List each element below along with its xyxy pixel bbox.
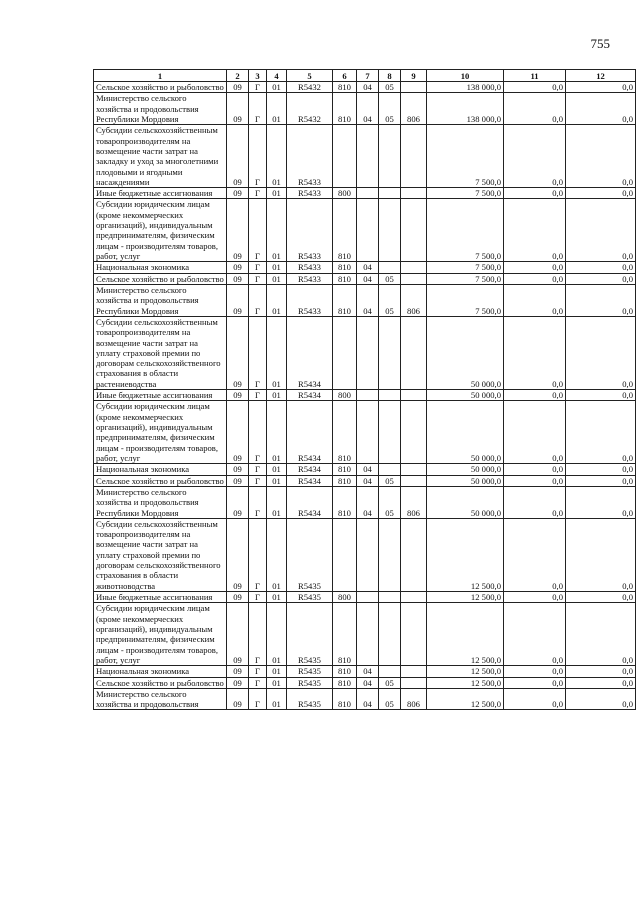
cell-description: Министерство сельского хозяйства и продовольствия	[94, 688, 227, 710]
cell-amount-12: 0,0	[566, 316, 636, 389]
cell-amount-11: 0,0	[504, 677, 566, 688]
cell-col-7	[357, 316, 379, 389]
cell-col-8	[379, 262, 401, 273]
cell-col-4: 01	[267, 401, 287, 464]
cell-amount-12: 0,0	[566, 284, 636, 316]
cell-amount-10: 7 500,0	[427, 199, 504, 262]
cell-col-7	[357, 401, 379, 464]
cell-col-2: 09	[227, 82, 249, 93]
cell-col-5: R5434	[287, 475, 333, 486]
cell-col-9	[401, 188, 427, 199]
cell-col-9	[401, 273, 427, 284]
cell-col-3: Г	[249, 284, 267, 316]
cell-col-6: 810	[333, 603, 357, 666]
cell-col-2: 09	[227, 464, 249, 475]
cell-col-8: 05	[379, 273, 401, 284]
column-number-row	[94, 70, 636, 82]
cell-col-4: 01	[267, 592, 287, 603]
cell-amount-11: 0,0	[504, 93, 566, 125]
cell-amount-11: 0,0	[504, 688, 566, 710]
cell-col-4: 01	[267, 262, 287, 273]
cell-col-3: Г	[249, 464, 267, 475]
cell-amount-10: 50 000,0	[427, 316, 504, 389]
cell-col-3: Г	[249, 188, 267, 199]
col-header-4: 4	[267, 70, 287, 82]
cell-col-6: 810	[333, 464, 357, 475]
table-row	[94, 592, 636, 603]
cell-col-3: Г	[249, 518, 267, 591]
col-header-5: 5	[287, 70, 333, 82]
table-row	[94, 688, 636, 710]
cell-col-7: 04	[357, 464, 379, 475]
cell-col-7: 04	[357, 486, 379, 518]
cell-col-8: 05	[379, 284, 401, 316]
cell-col-4: 01	[267, 284, 287, 316]
cell-col-9	[401, 199, 427, 262]
cell-description: Субсидии сельскохозяйственным товаропроизводителям на возмещение части затрат на уплату страховой премии по договорам сельскохозяйственного страхования в области растениеводства	[94, 316, 227, 389]
cell-col-9	[401, 603, 427, 666]
cell-col-9: 806	[401, 284, 427, 316]
cell-col-9	[401, 677, 427, 688]
cell-description: Субсидии сельскохозяйственным товаропроизводителям на возмещение части затрат на закладку и уход за многолетними плодовыми и ягодными насаждениями	[94, 125, 227, 188]
cell-description: Иные бюджетные ассигнования	[94, 390, 227, 401]
cell-col-5: R5435	[287, 677, 333, 688]
cell-col-8	[379, 464, 401, 475]
cell-amount-11: 0,0	[504, 262, 566, 273]
cell-amount-11: 0,0	[504, 401, 566, 464]
cell-col-9	[401, 401, 427, 464]
cell-description: Министерство сельского хозяйства и продовольствия Республики Мордовия	[94, 486, 227, 518]
col-header-8: 8	[379, 70, 401, 82]
cell-col-3: Г	[249, 688, 267, 710]
cell-col-9	[401, 316, 427, 389]
cell-amount-11: 0,0	[504, 284, 566, 316]
cell-col-7	[357, 390, 379, 401]
cell-amount-12: 0,0	[566, 518, 636, 591]
cell-col-7: 04	[357, 666, 379, 677]
cell-amount-10: 50 000,0	[427, 486, 504, 518]
cell-col-8: 05	[379, 93, 401, 125]
cell-col-6: 810	[333, 666, 357, 677]
cell-col-9	[401, 390, 427, 401]
table-row	[94, 273, 636, 284]
cell-description: Субсидии юридическим лицам (кроме некоммерческих организаций), индивидуальным предпринимателям, физическим лицам - производителям товаров, работ, услуг	[94, 401, 227, 464]
cell-col-2: 09	[227, 603, 249, 666]
cell-col-6: 810	[333, 284, 357, 316]
table-row	[94, 464, 636, 475]
cell-col-7	[357, 603, 379, 666]
cell-col-9	[401, 464, 427, 475]
cell-col-3: Г	[249, 390, 267, 401]
cell-col-2: 09	[227, 518, 249, 591]
table-row	[94, 284, 636, 316]
page-number: 755	[590, 36, 610, 51]
cell-col-4: 01	[267, 464, 287, 475]
table-row	[94, 486, 636, 518]
cell-amount-10: 7 500,0	[427, 284, 504, 316]
cell-amount-10: 12 500,0	[427, 603, 504, 666]
cell-col-8: 05	[379, 475, 401, 486]
cell-col-9	[401, 666, 427, 677]
cell-col-6	[333, 518, 357, 591]
cell-amount-10: 50 000,0	[427, 390, 504, 401]
cell-col-7: 04	[357, 273, 379, 284]
cell-amount-12: 0,0	[566, 677, 636, 688]
cell-col-7: 04	[357, 677, 379, 688]
cell-col-8	[379, 316, 401, 389]
cell-col-8	[379, 518, 401, 591]
cell-amount-12: 0,0	[566, 603, 636, 666]
cell-col-6: 810	[333, 262, 357, 273]
cell-amount-11: 0,0	[504, 82, 566, 93]
cell-col-4: 01	[267, 199, 287, 262]
cell-col-3: Г	[249, 125, 267, 188]
table-header	[94, 70, 636, 82]
cell-description: Сельское хозяйство и рыболовство	[94, 475, 227, 486]
cell-amount-11: 0,0	[504, 390, 566, 401]
cell-col-2: 09	[227, 401, 249, 464]
cell-col-8: 05	[379, 486, 401, 518]
cell-col-6: 810	[333, 475, 357, 486]
cell-col-5: R5432	[287, 93, 333, 125]
cell-col-3: Г	[249, 475, 267, 486]
cell-col-7: 04	[357, 93, 379, 125]
cell-amount-12: 0,0	[566, 688, 636, 710]
cell-amount-10: 12 500,0	[427, 688, 504, 710]
cell-col-5: R5434	[287, 486, 333, 518]
cell-amount-11: 0,0	[504, 592, 566, 603]
cell-col-3: Г	[249, 273, 267, 284]
cell-amount-11: 0,0	[504, 316, 566, 389]
cell-amount-12: 0,0	[566, 401, 636, 464]
cell-col-5: R5433	[287, 199, 333, 262]
cell-col-8: 05	[379, 82, 401, 93]
cell-col-6: 800	[333, 592, 357, 603]
cell-col-5: R5435	[287, 592, 333, 603]
cell-col-4: 01	[267, 125, 287, 188]
cell-amount-11: 0,0	[504, 666, 566, 677]
cell-amount-12: 0,0	[566, 464, 636, 475]
cell-col-6: 810	[333, 677, 357, 688]
cell-col-7: 04	[357, 475, 379, 486]
cell-amount-12: 0,0	[566, 666, 636, 677]
cell-col-2: 09	[227, 592, 249, 603]
cell-col-5: R5435	[287, 688, 333, 710]
cell-col-2: 09	[227, 486, 249, 518]
cell-col-3: Г	[249, 677, 267, 688]
cell-amount-10: 7 500,0	[427, 188, 504, 199]
table-row	[94, 199, 636, 262]
cell-col-4: 01	[267, 486, 287, 518]
cell-col-7	[357, 518, 379, 591]
cell-description: Национальная экономика	[94, 666, 227, 677]
table-row	[94, 603, 636, 666]
cell-col-5: R5433	[287, 273, 333, 284]
cell-col-5: R5435	[287, 518, 333, 591]
cell-col-8	[379, 603, 401, 666]
table-row	[94, 401, 636, 464]
table-row	[94, 677, 636, 688]
cell-amount-12: 0,0	[566, 93, 636, 125]
cell-col-4: 01	[267, 390, 287, 401]
cell-col-8: 05	[379, 688, 401, 710]
cell-col-6: 810	[333, 401, 357, 464]
cell-col-5: R5433	[287, 125, 333, 188]
cell-amount-12: 0,0	[566, 82, 636, 93]
cell-col-7: 04	[357, 82, 379, 93]
cell-col-3: Г	[249, 401, 267, 464]
cell-col-7	[357, 188, 379, 199]
table-row	[94, 82, 636, 93]
cell-amount-12: 0,0	[566, 475, 636, 486]
cell-col-4: 01	[267, 273, 287, 284]
cell-amount-10: 12 500,0	[427, 666, 504, 677]
cell-col-4: 01	[267, 316, 287, 389]
cell-amount-10: 50 000,0	[427, 464, 504, 475]
table-row	[94, 262, 636, 273]
cell-col-7: 04	[357, 262, 379, 273]
cell-col-3: Г	[249, 82, 267, 93]
cell-col-2: 09	[227, 262, 249, 273]
cell-col-2: 09	[227, 688, 249, 710]
cell-col-8	[379, 188, 401, 199]
cell-col-8	[379, 666, 401, 677]
cell-col-8	[379, 199, 401, 262]
cell-col-5: R5435	[287, 666, 333, 677]
cell-amount-11: 0,0	[504, 603, 566, 666]
cell-col-9	[401, 592, 427, 603]
cell-amount-12: 0,0	[566, 262, 636, 273]
cell-col-6: 800	[333, 390, 357, 401]
cell-amount-12: 0,0	[566, 188, 636, 199]
cell-col-2: 09	[227, 273, 249, 284]
cell-col-5: R5434	[287, 316, 333, 389]
cell-col-5: R5434	[287, 390, 333, 401]
cell-description: Субсидии юридическим лицам (кроме некоммерческих организаций), индивидуальным предпринимателям, физическим лицам - производителям товаров, работ, услуг	[94, 199, 227, 262]
cell-description: Сельское хозяйство и рыболовство	[94, 82, 227, 93]
cell-col-6	[333, 125, 357, 188]
cell-col-5: R5433	[287, 262, 333, 273]
cell-col-6: 800	[333, 188, 357, 199]
cell-col-5: R5434	[287, 401, 333, 464]
cell-description: Сельское хозяйство и рыболовство	[94, 273, 227, 284]
cell-amount-10: 12 500,0	[427, 677, 504, 688]
cell-amount-10: 7 500,0	[427, 273, 504, 284]
cell-col-7	[357, 199, 379, 262]
cell-col-7	[357, 592, 379, 603]
col-header-12: 12	[566, 70, 636, 82]
cell-col-9: 806	[401, 93, 427, 125]
cell-amount-10: 7 500,0	[427, 125, 504, 188]
cell-col-6: 810	[333, 93, 357, 125]
col-header-1: 1	[94, 70, 227, 82]
cell-amount-10: 12 500,0	[427, 518, 504, 591]
cell-col-4: 01	[267, 666, 287, 677]
col-header-9: 9	[401, 70, 427, 82]
cell-col-8	[379, 401, 401, 464]
cell-description: Субсидии сельскохозяйственным товаропроизводителям на возмещение части затрат на уплату страховой премии по договорам сельскохозяйственного страхования в области животноводства	[94, 518, 227, 591]
cell-col-2: 09	[227, 316, 249, 389]
cell-amount-11: 0,0	[504, 199, 566, 262]
cell-col-3: Г	[249, 603, 267, 666]
cell-col-4: 01	[267, 93, 287, 125]
cell-col-6	[333, 316, 357, 389]
cell-col-5: R5435	[287, 603, 333, 666]
cell-col-2: 09	[227, 666, 249, 677]
cell-col-8	[379, 390, 401, 401]
cell-col-2: 09	[227, 199, 249, 262]
table-body	[94, 82, 636, 710]
cell-amount-11: 0,0	[504, 125, 566, 188]
cell-col-9	[401, 262, 427, 273]
cell-amount-10: 138 000,0	[427, 93, 504, 125]
cell-col-3: Г	[249, 93, 267, 125]
cell-amount-10: 138 000,0	[427, 82, 504, 93]
cell-col-5: R5433	[287, 284, 333, 316]
cell-col-6: 810	[333, 688, 357, 710]
cell-col-2: 09	[227, 93, 249, 125]
table-row	[94, 666, 636, 677]
cell-col-2: 09	[227, 677, 249, 688]
cell-amount-11: 0,0	[504, 188, 566, 199]
table-row	[94, 518, 636, 591]
cell-amount-12: 0,0	[566, 592, 636, 603]
cell-col-6: 810	[333, 486, 357, 518]
cell-col-9	[401, 82, 427, 93]
cell-col-4: 01	[267, 188, 287, 199]
cell-col-3: Г	[249, 199, 267, 262]
cell-col-9	[401, 125, 427, 188]
cell-amount-12: 0,0	[566, 125, 636, 188]
table-row	[94, 93, 636, 125]
cell-col-2: 09	[227, 125, 249, 188]
cell-col-9	[401, 475, 427, 486]
cell-amount-10: 12 500,0	[427, 592, 504, 603]
cell-description: Национальная экономика	[94, 262, 227, 273]
cell-col-2: 09	[227, 284, 249, 316]
cell-col-2: 09	[227, 475, 249, 486]
table-row	[94, 188, 636, 199]
cell-col-3: Г	[249, 666, 267, 677]
cell-col-9: 806	[401, 486, 427, 518]
cell-amount-10: 50 000,0	[427, 401, 504, 464]
cell-amount-11: 0,0	[504, 486, 566, 518]
cell-col-4: 01	[267, 688, 287, 710]
cell-col-8	[379, 592, 401, 603]
table-row	[94, 316, 636, 389]
cell-amount-10: 7 500,0	[427, 262, 504, 273]
table-row	[94, 125, 636, 188]
cell-col-9	[401, 518, 427, 591]
col-header-11: 11	[504, 70, 566, 82]
cell-col-6: 810	[333, 199, 357, 262]
cell-col-2: 09	[227, 390, 249, 401]
cell-amount-11: 0,0	[504, 475, 566, 486]
cell-amount-12: 0,0	[566, 390, 636, 401]
cell-description: Иные бюджетные ассигнования	[94, 592, 227, 603]
cell-col-3: Г	[249, 486, 267, 518]
cell-col-4: 01	[267, 518, 287, 591]
cell-description: Субсидии юридическим лицам (кроме некоммерческих организаций), индивидуальным предпринимателям, физическим лицам - производителям товаров, работ, услуг	[94, 603, 227, 666]
cell-description: Министерство сельского хозяйства и продовольствия Республики Мордовия	[94, 284, 227, 316]
cell-description: Министерство сельского хозяйства и продовольствия Республики Мордовия	[94, 93, 227, 125]
col-header-2: 2	[227, 70, 249, 82]
cell-col-4: 01	[267, 603, 287, 666]
cell-col-6: 810	[333, 273, 357, 284]
cell-col-2: 09	[227, 188, 249, 199]
cell-amount-11: 0,0	[504, 518, 566, 591]
cell-col-6: 810	[333, 82, 357, 93]
cell-amount-11: 0,0	[504, 464, 566, 475]
cell-col-3: Г	[249, 262, 267, 273]
cell-amount-10: 50 000,0	[427, 475, 504, 486]
col-header-6: 6	[333, 70, 357, 82]
col-header-7: 7	[357, 70, 379, 82]
cell-col-4: 01	[267, 475, 287, 486]
cell-description: Национальная экономика	[94, 464, 227, 475]
cell-description: Иные бюджетные ассигнования	[94, 188, 227, 199]
cell-col-8: 05	[379, 677, 401, 688]
cell-col-7	[357, 125, 379, 188]
cell-col-5: R5434	[287, 464, 333, 475]
table-row	[94, 390, 636, 401]
cell-amount-12: 0,0	[566, 486, 636, 518]
cell-col-4: 01	[267, 82, 287, 93]
cell-col-3: Г	[249, 592, 267, 603]
budget-table	[93, 69, 636, 710]
cell-col-8	[379, 125, 401, 188]
cell-amount-12: 0,0	[566, 199, 636, 262]
cell-col-9: 806	[401, 688, 427, 710]
cell-col-5: R5432	[287, 82, 333, 93]
cell-col-5: R5433	[287, 188, 333, 199]
table-row	[94, 475, 636, 486]
cell-amount-12: 0,0	[566, 273, 636, 284]
col-header-3: 3	[249, 70, 267, 82]
cell-description: Сельское хозяйство и рыболовство	[94, 677, 227, 688]
cell-col-3: Г	[249, 316, 267, 389]
cell-amount-11: 0,0	[504, 273, 566, 284]
cell-col-7: 04	[357, 284, 379, 316]
col-header-10: 10	[427, 70, 504, 82]
cell-col-7: 04	[357, 688, 379, 710]
cell-col-4: 01	[267, 677, 287, 688]
